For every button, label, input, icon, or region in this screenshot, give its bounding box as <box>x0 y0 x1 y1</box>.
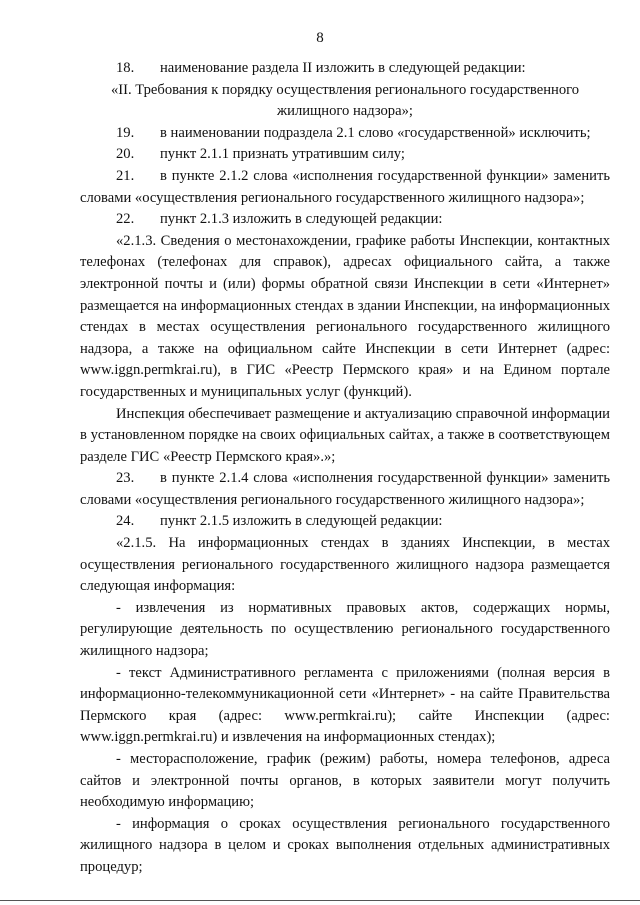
paragraph <box>80 533 610 598</box>
document-body <box>80 58 610 879</box>
page-bottom-divider <box>0 900 640 901</box>
paragraph-text: - информация о сроках осуществления регионального государственного жилищного надзора в целом и сроках выполнения отдельных административных процедур; <box>80 815 610 875</box>
paragraph-text: «2.1.3. Сведения о местонахождении, графике работы Инспекции, контактных телефонах (телефонах для справок), адресах официального сайта, а также электронной почты и (или) формы обратной связи Инспекции в сети «Интернет» размещается на информационных стендах в здании Инспекции, на информационных стендах в местах осуществления регионального государственного жилищного надзора, а также на официальном сайте Инспекции в сети Интернет (адрес: www.iggn.permkrai.ru), в ГИС «Реестр Пермского края» и на Едином портале государственных и муниципальных услуг (функций). <box>80 232 610 400</box>
item-number: 21. <box>116 167 135 184</box>
paragraph <box>80 209 610 231</box>
paragraph-text: «2.1.5. На информационных стендах в зданиях Инспекции, в местах осуществления регионального государственного жилищного надзора размещается следующая информация: <box>80 535 610 595</box>
paragraph <box>80 468 610 511</box>
paragraph <box>80 814 610 879</box>
item-number: 23. <box>116 470 135 487</box>
paragraph-text: наименование раздела II изложить в следующей редакции: <box>160 60 526 76</box>
paragraph-text: - извлечения из нормативных правовых актов, содержащих нормы, регулирующие деятельность по осуществлению регионального государственного жилищного надзора; <box>80 599 610 660</box>
paragraph-text: - текст Административного регламента с приложениями (полная версия в информационно-телекоммуникационной сети «Интернет» - на сайте Правительства Пермского края (адрес: www.permkrai.ru); сайте Инспекции (адрес: www.iggn.permkrai.ru) и извлечения на информационных стендах); <box>80 664 610 746</box>
paragraph <box>80 749 610 814</box>
paragraph-text: пункт 2.1.3 изложить в следующей редакции: <box>160 211 443 228</box>
paragraph-text: пункт 2.1.1 признать утратившим силу; <box>160 146 405 163</box>
paragraph-text: пункт 2.1.5 изложить в следующей редакции: <box>160 513 443 530</box>
item-number: 18. <box>116 60 135 76</box>
item-number: 22. <box>116 211 135 228</box>
paragraph-text: Инспекция обеспечивает размещение и актуализацию справочной информации в установленном порядке на своих официальных сайтах, а также в соответствующем разделе ГИС «Реестр Пермского края».»; <box>80 405 610 465</box>
paragraph <box>80 404 610 469</box>
paragraph-text: в наименовании подраздела 2.1 слово «государственной» исключить; <box>160 124 591 141</box>
item-number: 20. <box>116 146 135 163</box>
paragraph-text: - месторасположение, график (режим) работы, номера телефонов, адреса сайтов и электронной почты органов, в которых заявители могут получить необходимую информацию; <box>80 751 610 811</box>
item-number: 19. <box>116 124 135 141</box>
paragraph-text: в пункте 2.1.4 слова «исполнения государственной функции» заменить словами «осуществления регионального государственного жилищного надзора»; <box>80 470 610 508</box>
paragraph <box>80 663 610 749</box>
item-number: 24. <box>116 513 135 530</box>
paragraph <box>80 231 610 404</box>
paragraph <box>80 598 610 663</box>
paragraph <box>80 58 610 80</box>
paragraph-text: в пункте 2.1.2 слова «исполнения государственной функции» заменить словами «осуществления регионального государственного жилищного надзора»; <box>80 167 610 206</box>
paragraph <box>80 511 610 533</box>
section-heading: «II. Требования к порядку осуществления регионального государственного жилищного надзора»; <box>110 81 580 120</box>
paragraph <box>80 166 610 209</box>
paragraph <box>80 144 610 166</box>
paragraph <box>80 123 610 145</box>
page-number: 8 <box>316 30 324 46</box>
